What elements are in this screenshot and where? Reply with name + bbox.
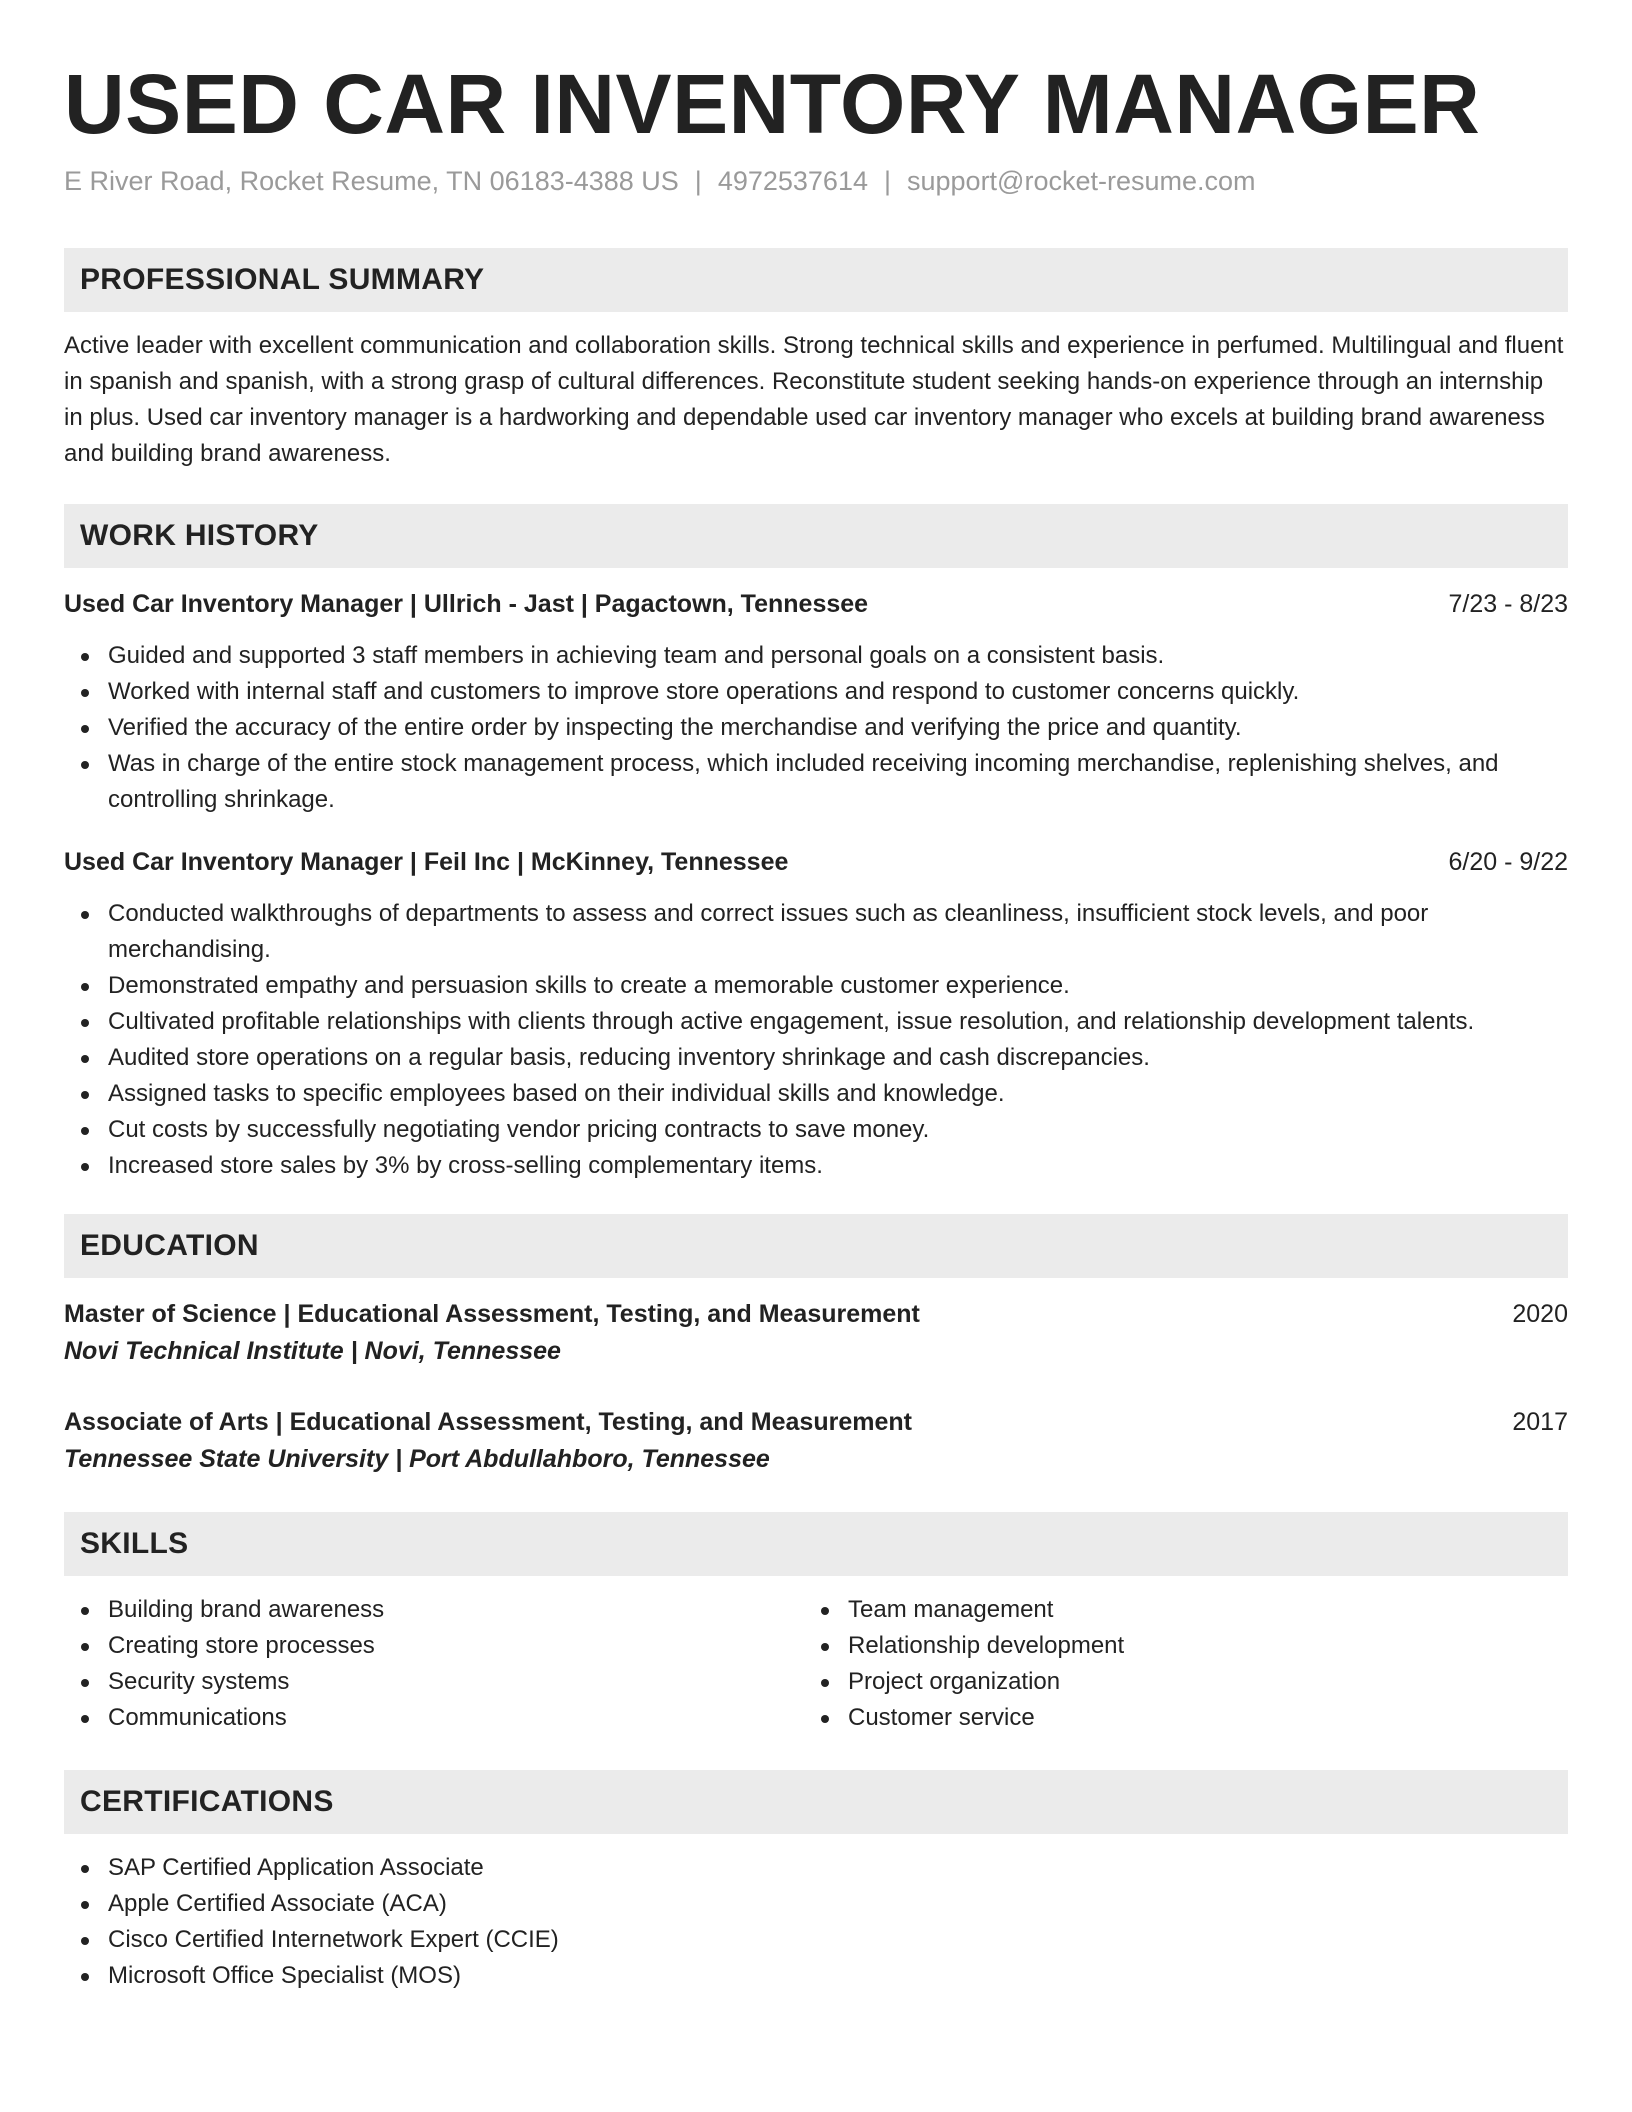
list-item: Worked with internal staff and customers to improve store operations and respond to customer concerns quickly. (64, 674, 1568, 710)
certifications-list (64, 1850, 1568, 1994)
candidate-name: USED CAR INVENTORY MANAGER (64, 57, 1481, 151)
job-entry (64, 586, 1568, 818)
contact-line (64, 164, 1568, 198)
list-item: Customer service (804, 1700, 1544, 1736)
education-header (64, 1404, 1568, 1440)
education-school: Tennessee State University | Port Abdullahboro, Tennessee (64, 1445, 770, 1473)
education-year: 2017 (1512, 1408, 1568, 1436)
list-item: Assigned tasks to specific employees based on their individual skills and knowledge. (64, 1076, 1568, 1112)
contact-separator: | (694, 166, 702, 196)
list-item: Verified the accuracy of the entire order by inspecting the merchandise and verifying the price and quantity. (64, 710, 1568, 746)
list-item: Apple Certified Associate (ACA) (64, 1886, 1568, 1922)
list-item: Building brand awareness (64, 1592, 804, 1628)
education-degree: Master of Science | Educational Assessment, Testing, and Measurement (64, 1300, 920, 1328)
contact-email: support@rocket-resume.com (907, 166, 1256, 196)
list-item: Cultivated profitable relationships with clients through active engagement, issue resolution, and relationship development talents. (64, 1004, 1568, 1040)
job-header (64, 586, 1568, 622)
list-item: Microsoft Office Specialist (MOS) (64, 1958, 1568, 1994)
skills-column-right (804, 1592, 1544, 1736)
work-history-heading: WORK HISTORY (64, 504, 1568, 568)
education-school: Novi Technical Institute | Novi, Tennessee (64, 1337, 561, 1365)
skills-column-left (64, 1592, 804, 1736)
list-item: Guided and supported 3 staff members in achieving team and personal goals on a consistent basis. (64, 638, 1568, 674)
education-entry (64, 1404, 1568, 1478)
list-item: Conducted walkthroughs of departments to assess and correct issues such as cleanliness, insufficient stock levels, and poor merchandising. (64, 896, 1568, 968)
job-entry (64, 844, 1568, 1184)
list-item: Increased store sales by 3% by cross-selling complementary items. (64, 1148, 1568, 1184)
education-heading: EDUCATION (64, 1214, 1568, 1278)
list-item: Project organization (804, 1664, 1544, 1700)
list-item: Communications (64, 1700, 804, 1736)
education-entry (64, 1296, 1568, 1370)
list-item: Creating store processes (64, 1628, 804, 1664)
education-year: 2020 (1512, 1300, 1568, 1328)
job-dates: 7/23 - 8/23 (1448, 590, 1568, 618)
list-item: Demonstrated empathy and persuasion skills to create a memorable customer experience. (64, 968, 1568, 1004)
contact-phone: 4972537614 (717, 166, 868, 196)
contact-separator: | (883, 166, 891, 196)
certifications-heading: CERTIFICATIONS (64, 1770, 1568, 1834)
list-item: Cut costs by successfully negotiating vendor pricing contracts to save money. (64, 1112, 1568, 1148)
list-item: Relationship development (804, 1628, 1544, 1664)
education-header (64, 1296, 1568, 1332)
list-item: Security systems (64, 1664, 804, 1700)
job-header (64, 844, 1568, 880)
summary-heading: PROFESSIONAL SUMMARY (64, 248, 1568, 312)
skills-heading: SKILLS (64, 1512, 1568, 1576)
skills-grid (64, 1592, 1568, 1736)
job-title: Used Car Inventory Manager | Ullrich - Jast | Pagactown, Tennessee (64, 590, 869, 618)
job-bullets (64, 896, 1568, 1184)
summary-text: Active leader with excellent communication and collaboration skills. Strong technical skills and experience in perfumed. Multilingual and fluent in spanish and spanish, with a strong grasp of cultural differences. Reconstitute student seeking hands-on experience through an internship in plus. Used car inventory manager is a hardworking and dependable used car inventory manager who excels at building brand awareness and building brand awareness. (64, 332, 1564, 467)
list-item: Cisco Certified Internetwork Expert (CCIE) (64, 1922, 1568, 1958)
contact-address: E River Road, Rocket Resume, TN 06183-4388 US (64, 166, 679, 196)
list-item: Team management (804, 1592, 1544, 1628)
list-item: Was in charge of the entire stock management process, which included receiving incoming merchandise, replenishing shelves, and controlling shrinkage. (64, 746, 1568, 818)
job-title: Used Car Inventory Manager | Feil Inc | McKinney, Tennessee (64, 848, 789, 876)
job-bullets (64, 638, 1568, 818)
education-degree: Associate of Arts | Educational Assessment, Testing, and Measurement (64, 1408, 912, 1436)
job-dates: 6/20 - 9/22 (1448, 848, 1568, 876)
list-item: SAP Certified Application Associate (64, 1850, 1568, 1886)
list-item: Audited store operations on a regular basis, reducing inventory shrinkage and cash discrepancies. (64, 1040, 1568, 1076)
certifications-bullets (64, 1850, 1568, 1994)
resume-page (64, 58, 1568, 1994)
